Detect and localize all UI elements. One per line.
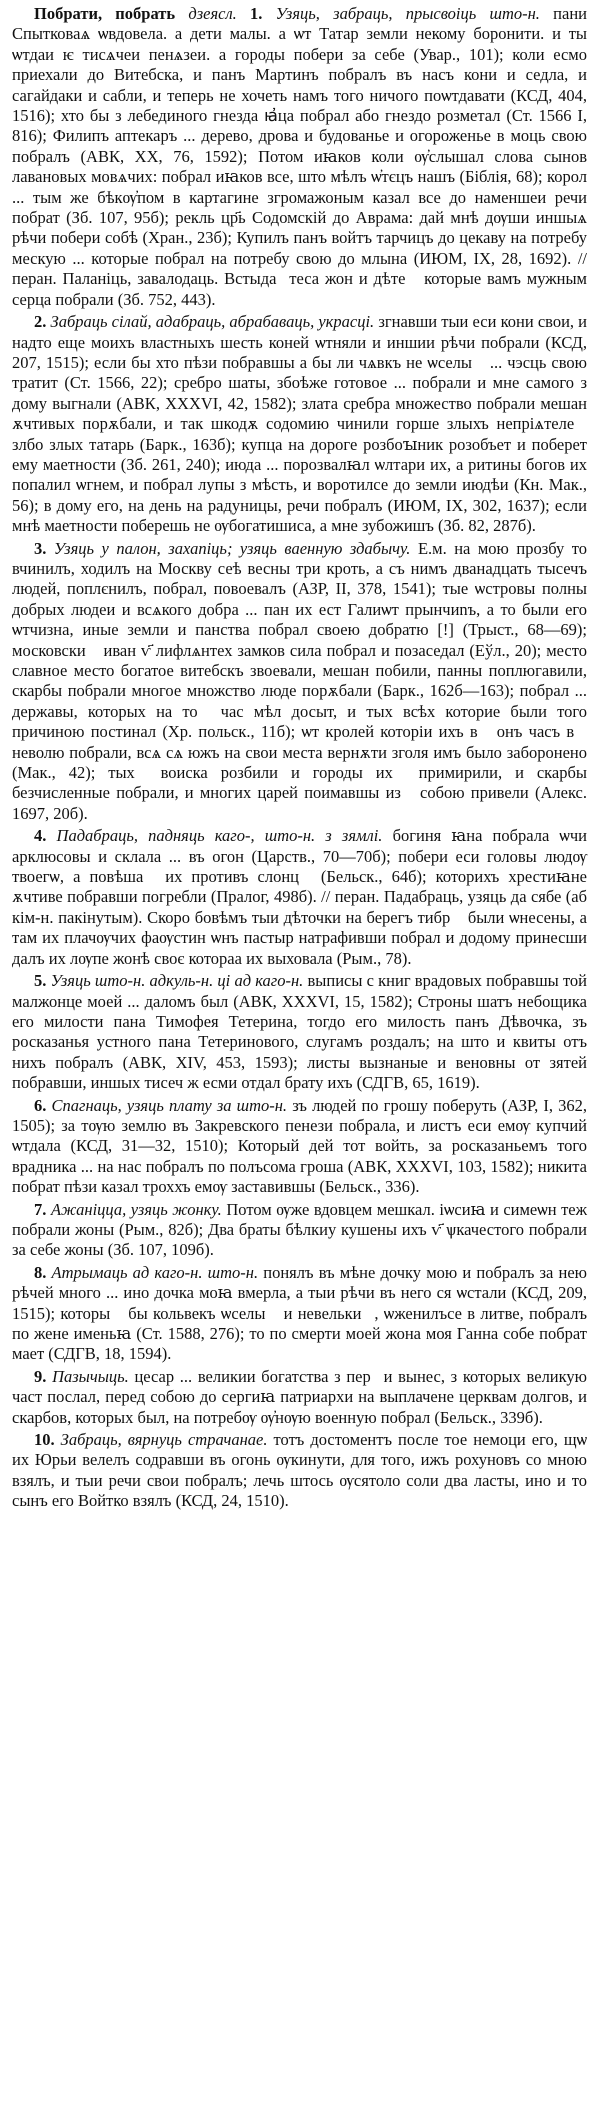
sense-citations: пани Спытковаѧ ѡвдовела. а дети малы. а ѡт Татар земли некому боронити. и ты ѡтдаи ѥ тисѧчеи пенѧзеи. а городы побери за себе (Увар., 101); коли есмо приехали до Витебска, и панъ Мартинъ побралъ въ насъ кони и седла, и сагайдаки и сабли, и теперь не хочеть намъ того ничого поѡтдавати (КСД, 404, 1516); хто бы з лебединого гнезда ꙗ҆ца побрал або гнездо розметал (Ст. 1566 I, 816); Филипъ аптекаръ ... дерево, дрова и будованье и огороженье в моць свою побралъ (АВК, XX, 76, 1592); Потом иꙗков коли ѹ҆слышал слова сынов лавановых мовѧчих: побрал иꙗков все, што мѣлъ ѡ҆тєцъ нашъ (Біблія, 68); корол ... тым же бѣкѹ҆пом в картагине згромажоным казал все до наменшеи речи побрат (Зб. 107, 95б); рекль цр҃ь Содомскій до Аврама: дай мнѣ дѹши иншыѧ рѣчи побери собѣ (Хран., 23б); Купилъ панъ войтъ тарчицъ до цекаву на потребу мескую ... которые побрал на потребу свою до млына (ИЮМ, IX, 28, 1692). // перан. Паланіць, завалодаць. Встыдаⷭтеса жон и дѣтеⷭ которые вамъ мужным серца побрали (Зб. 752, 443). (12, 4, 587, 309)
sense-citations: тотъ достоментъ после тое немоци его, щѡ их Юрьи велелъ содравши въ огонь ѹкинути, для того, ижъ рохуновъ со мною взялъ, и тыи речи свои побралъ; лечь штось ѹсятоло соли два ласты, ино и то сынъ его Войтко взялъ (КСД, 24, 1510). (12, 1430, 588, 1511)
sense-number: 7. (34, 1199, 47, 1219)
entry-sense-6 (12, 1096, 587, 1198)
sense-gloss: Спагнаць, узяць плату за што-н. (51, 1095, 288, 1115)
sense-number: 9. (34, 1366, 47, 1386)
sense-citations: выписы с книг врадовых побравшы той малжонце моей ... даломъ был (АВК, XXXVI, 15, 1582); Строны шатъ небощика его милости пана Тимофея Тетерина, тогдо его милость панъ Дѣвочка, зъ росказанья устного пана Тетеринового, слугамъ роздалъ; на што и квиты отъ нихъ побралъ (АВК, XIV, 453, 1593); листы вызнаные и веновны от зятей побравши, иншых тисеч ж есми отдал брату ихъ (СДГВ, 65, 1619). (12, 971, 588, 1093)
sense-gloss: Узяць што-н. адкуль-н. ці ад каго-н. (50, 971, 304, 991)
sense-number: 2. (34, 312, 47, 332)
sense-citations: Потом ѹже вдовцем мешкал. іѡсиꙗ и симеѡн теж побрали жоны (Рым., 82б); Два браты бѣлкиу кушены ихъ ѵ҃ ѱкачестого побрали за себе жоны (Зб. 107, 109б). (12, 1199, 588, 1260)
entry-sense-1 (12, 4, 587, 310)
sense-number: 10. (34, 1430, 55, 1450)
sense-citations: цесар ... великии богатства з перⷭи вынес, з которых великую част послал, перед собою до сергиꙗ патриархи на выплачене церквам долгов, и скарбов, которых был, на потребѹ ѹ҆нѹю военную побрал (Бельск., 339б). (12, 1366, 588, 1427)
sense-gloss: Узяць, забраць, прысвоіць што-н. (275, 4, 540, 23)
sense-number: 1. (250, 4, 263, 23)
sense-gloss: Узяць у палон, захапіць; узяць ваенную здабычу. (53, 538, 411, 558)
entry-sense-8 (12, 1263, 587, 1365)
entry-sense-9 (12, 1367, 587, 1428)
entry-sense-10 (12, 1430, 587, 1512)
sense-citations: зъ людей по грошу поберуть (АЗР, I, 362, 1505); за тѹю землю въ Закревского пенези побрала, и листъ еси емѹ купчий ѡтдала (КСД, 31—32, 1510); Который дей тот войть, за росказаньемъ того врадника ... на нас побралъ по полъсома гроша (АВК, XXXVI, 103, 1582); никита побрат пѣзи казал троххъ емѹ заставившы (Бельск., 336). (12, 1095, 587, 1197)
sense-number: 6. (34, 1095, 47, 1115)
entry-sense-7 (12, 1200, 587, 1261)
entry-sense-2 (12, 312, 587, 536)
sense-gloss: Атрымаць ад каго-н. што-н. (51, 1262, 259, 1282)
sense-number: 3. (34, 538, 47, 558)
sense-number: 5. (34, 971, 47, 991)
entry-headword: Побрати, побрать (34, 4, 176, 23)
entry-pos: дзеясл. (188, 4, 237, 23)
entry-sense-3 (12, 539, 587, 825)
sense-citations: Е.м. на мою прозбу то вчинилъ, ходилъ на Москву сеѣ весны три кроть, а съ нимъ дванадцать тысечъ людей, поплєнилъ, побрал, повоевалъ (АЗР, II, 378, 1541); тые ѡстровы полны добрых людеи и всѧкого добра ... пан их ест Галиѡт прынчиnъ, а то были его ѡтчизна, иные земли и панства побрал своею добратю [!] (Трыст., 68—69); московскиⷭ иван ѵ҃ лифлѧнтех замков сила побрал и позаседал (Еўл., 20); место славное место богатое витебскъ звоевали, мешан побили, панны поплюгавили, скарбы побрали многое множство люде порѫбали (Барк., 162б—163); побрал ... державы, которых на тоⷭ час мѣл досыт, и тых всѣх которие были того причиною постинал (Хр. польск., 11б); ѡт кролей которіи ихъ вⷭ онъ часъ вⷭ неволю побрали, всѧ сѧ южъ на свои места вернѫти зголя имъ было заборонено (Мак., 42); тыхⷭ воиска розбили и городы ихⷭ примирили, и скарбы безчисленные побрали, и многих царей поимавшы изⷭ собою привели (Алекс. 1697, 20б). (12, 538, 587, 823)
entry-sense-5 (12, 971, 587, 1093)
sense-gloss: Забраць сілай, адабраць, абрабаваць, украсці. (50, 312, 375, 332)
sense-number: 4. (34, 826, 47, 846)
sense-gloss: Падабраць, падняць каго-, што-н. з зямлі. (56, 826, 383, 846)
entry-sense-4 (12, 826, 587, 969)
sense-citations: згнавши тыи еси кони свои, и надто еще моихъ властныхъ шесть коней ѡтняли и иншии рѣчи побрали (КСД, 207, 1515); если бы хто пѣзи побравшы а бы ли чѧвкъ не ѡселыⷭ ... чэсць свою тратит (Ст. 1566, 22); сребро шаты, збоѣже готовое ... побрали и мне самого з дому выгнали (АВК, XXXVI, 42, 1582); злата сребра множество побрали мешан ѫчтивых порѫбали, и так шкодѫ содомию чинили горше злыхъ непріѧтелеⷭ злбо злых татарь (Барк., 163б); купца на дороге розбоꙑник розобъет и поберет ему маетности (Зб. 261, 240); июда ... порозвалꙗл ѡлтари их, а ритины богов их попалил ѡгнем, и побрал лупы з мѣсть, и воротилсе до земли июдѣи (Кн. Мак., 56); в дому его, на день на радуницы, речи побралъ (ИЮМ, IX, 302, 1637); если мнѣ маетности поберешь не ѹбогатишиса, а мне зубожишъ (Зб. 82, 287б). (12, 312, 588, 536)
sense-number: 8. (34, 1262, 47, 1282)
sense-gloss: Ажаніцца, узяць жонку. (50, 1199, 222, 1219)
sense-citations: богиня ꙗна побрала ѡчи арклюсовы и склала ... въ огон (Царств., 70—70б); побери еси головы людѹ твоегѡ, а повѣшаⷭ их противъ слонцꙋ (Бельск., 64б); которихъ хрестиꙗне ѫчтиве побравши погребли (Пралог, 498б). // перан. Падабраць, узяць да сябе (аб кім-н. пакінутым). Скоро бовѣмъ тыи дѣточки на берегъ тибрꙋ были ѡнесены, а там их плачѹчих фаѹстин ѡнъ пастыр натрафивши побрал и додому принесши далъ их лѹпе жонѣ своє котораа их выховала (Рым., 78). (12, 826, 588, 968)
sense-gloss: Забраць, вярнуць страчанае. (60, 1430, 268, 1450)
sense-gloss: Пазычыць. (52, 1366, 129, 1386)
sense-citations: понялъ въ мѣне дочку мою и побралъ за нею рѣчей много ... ино дочка моꙗ вмерла, а тыи рѣчи въ него ся ѡстали (КСД, 209, 1515); которыⷭ бы кольвекъ ѡселыⷭ и невелькиⷭ, ѡженилъсе в литве, побралъ по жене именьꙗ (Ст. 1588, 276); то по смерти моей жона моя Ганна собе побрат мает (СДГВ, 18, 1594). (12, 1262, 588, 1364)
